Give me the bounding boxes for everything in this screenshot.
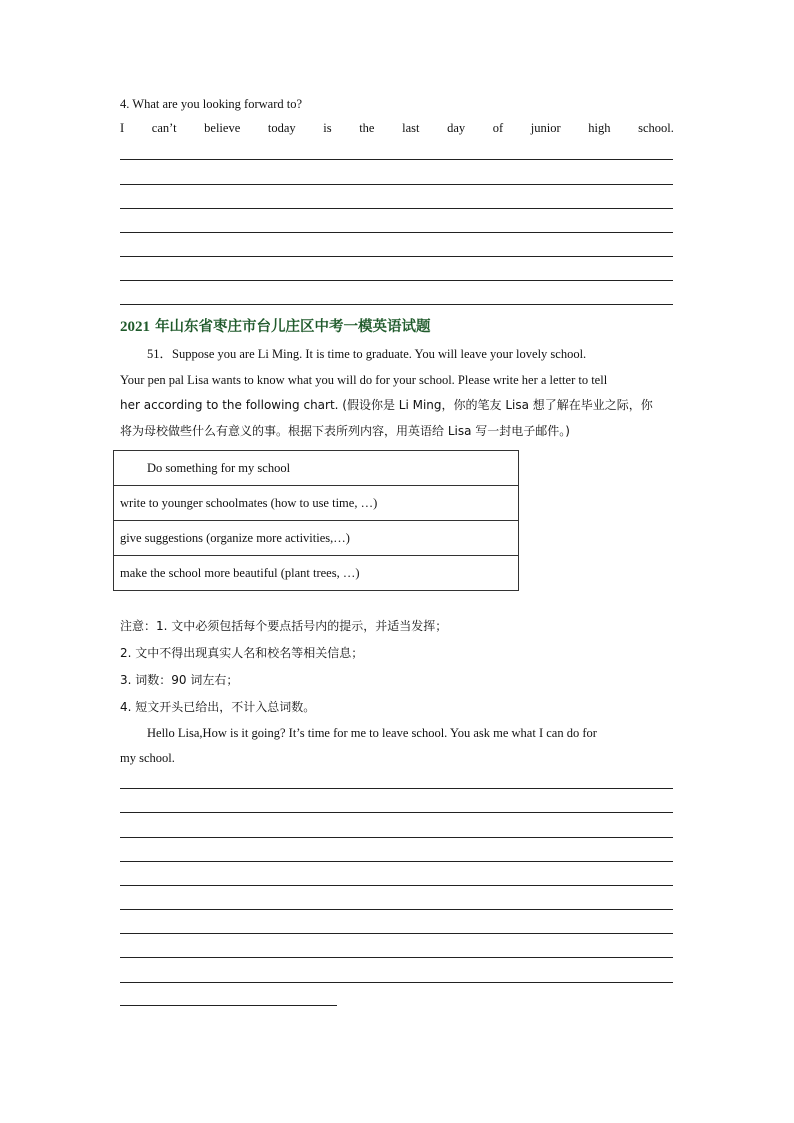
chart-cell: give suggestions (organize more activities,…) [114, 521, 519, 556]
table-row [114, 521, 519, 556]
answer-line [120, 957, 673, 958]
word: is [323, 121, 332, 135]
word: last [402, 121, 420, 135]
answer-line [120, 933, 673, 934]
answer-line [120, 184, 673, 185]
answer-line-short [120, 1005, 337, 1006]
answer-line [120, 280, 673, 281]
opening-line-2: my school. [120, 751, 175, 765]
answer-line [120, 304, 673, 305]
q4-prompt: 4. What are you looking forward to? [120, 97, 303, 111]
table-row [114, 556, 519, 591]
word: the [359, 121, 375, 135]
chart-header: Do something for my school [114, 451, 519, 486]
note-4: 4. 短文开头已给出，不计入总词数。 [120, 700, 316, 714]
word: I [120, 121, 125, 135]
answer-line [120, 256, 673, 257]
word: day [447, 121, 466, 135]
table-row [114, 451, 519, 486]
word: of [492, 121, 504, 135]
heading-title: 年山东省枣庄市台儿庄区中考一模英语试题 [155, 319, 431, 335]
word: today [267, 121, 296, 135]
answer-line [120, 788, 673, 789]
answer-line [120, 232, 673, 233]
chart-cell: write to younger schoolmates (how to use time, …) [114, 486, 519, 521]
answer-line [120, 982, 673, 983]
chart-cell: make the school more beautiful (plant trees, …) [114, 556, 519, 591]
answer-line [120, 885, 673, 886]
word: believe [204, 121, 241, 135]
opening-line-1: Hello Lisa,How is it going? It’s time for me to leave school. You ask me what I can do for [147, 726, 597, 740]
note-2: 2. 文中不得出现真实人名和校名等相关信息； [120, 646, 364, 660]
answer-line [120, 208, 673, 209]
note-1: 注意：1. 文中必须包括每个要点括号内的提示，并适当发挥； [120, 619, 448, 633]
word: can’t [151, 121, 177, 135]
q51-line-2: Your pen pal Lisa wants to know what you will do for your school. Please write her a letter to tell [120, 373, 608, 387]
note-3: 3. 词数：90 词左右； [120, 673, 239, 687]
heading-year: 2021 [120, 319, 150, 335]
answer-line [120, 837, 673, 838]
q51-line-3: her according to the following chart. (假设你是 Li Ming，你的笔友 Lisa 想了解在毕业之际，你 [120, 398, 653, 412]
answer-line [120, 909, 673, 910]
q51-line-1: 51．Suppose you are Li Ming. It is time to graduate. You will leave your lovely school. [147, 347, 587, 361]
word: school. [638, 121, 674, 135]
word: junior [530, 121, 561, 135]
table-row [114, 486, 519, 521]
word: high [588, 121, 611, 135]
q51-line-4: 将为母校做些什么有意义的事。根据下表所列内容，用英语给 Lisa 写一封电子邮件。) [120, 424, 570, 438]
answer-line [120, 812, 673, 813]
task-chart [113, 450, 519, 591]
answer-line [120, 159, 673, 160]
section-heading [120, 315, 431, 336]
q4-start-sentence [120, 120, 674, 136]
answer-line [120, 861, 673, 862]
